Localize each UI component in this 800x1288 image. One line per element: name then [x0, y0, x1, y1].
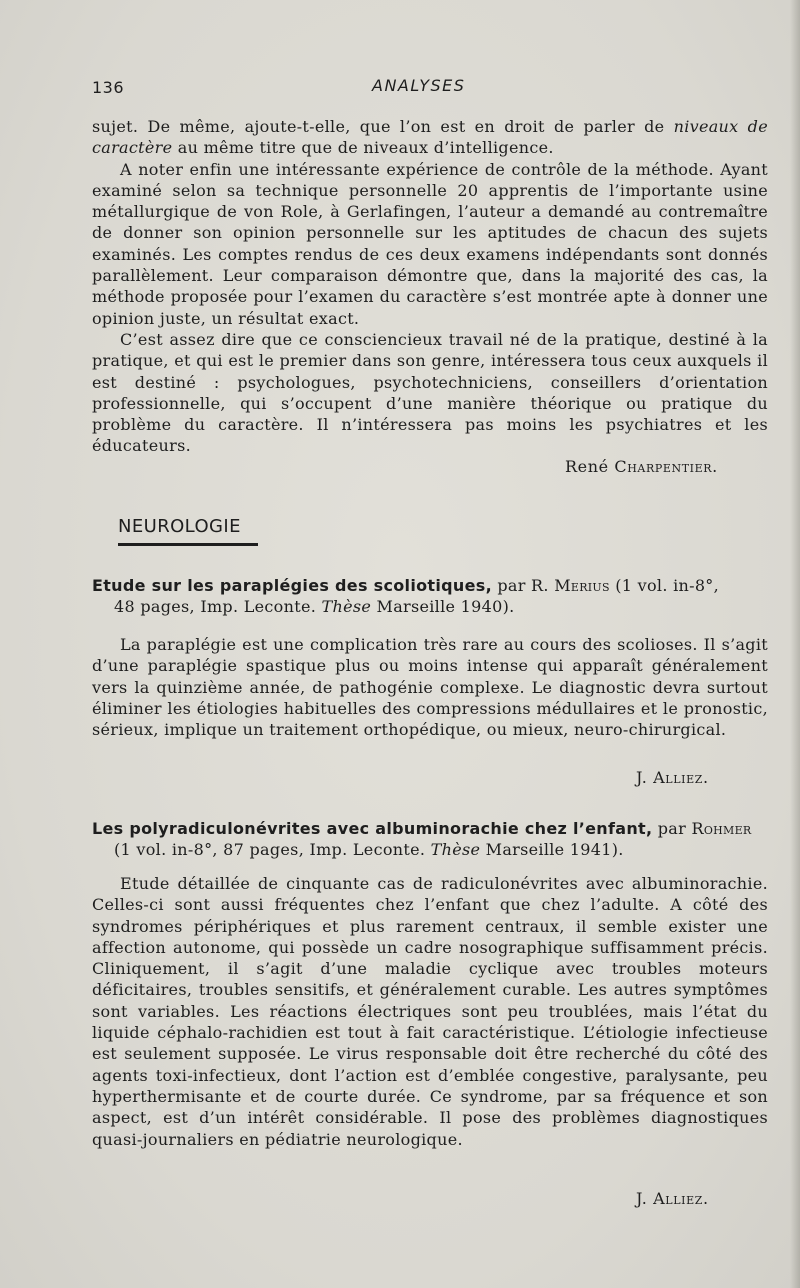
page-header: [92, 74, 742, 104]
page-edge-shadow: [790, 0, 800, 1288]
page-number: 136: [92, 78, 125, 97]
review-paragraph-3: C’est assez dire que ce consciencieux travail né de la pratique, destiné à la pratique, et qui est le premier dans son genre, intéressera tous ceux auxquels il est destiné : psychologues, psychotechniciens, conseillers d’orientation professionnelle, qui s’occupent d’une manière théorique ou pratique du problème du caractère. Il n’intéressera pas moins les psychiatres et les éducateurs.: [92, 329, 768, 456]
author-name: Rohmer: [691, 819, 752, 838]
author-name: Merius: [554, 576, 610, 595]
review-signature: René Charpentier.: [565, 457, 718, 476]
review-continuation: [92, 116, 768, 457]
section-heading: NEUROLOGIE: [118, 516, 241, 537]
review-paragraph-1: sujet. De même, ajoute-t-elle, que l’on est en droit de parler de niveaux de caractère au même titre que de niveaux d’intelligence.: [92, 117, 768, 158]
entry-title-scoliotiques: Etude sur les paraplégies des scoliotiques, par R. Merius (1 vol. in-8°, 48 pages, Imp. Leconte. Thèse Marseille 1940).: [92, 576, 719, 617]
entry-title-polyradiculonevrites: Les polyradiculonévrites avec albuminorachie chez l’enfant, par Rohmer (1 vol. in-8°, 87 pages, Imp. Leconte. Thèse Marseille 1941).: [92, 819, 752, 860]
entry-body-polyradiculonevrites: Etude détaillée de cinquante cas de radiculonévrites avec albuminorachie. Celles-ci sont aussi fréquentes chez l’enfant que chez l’adulte. A côté des syndromes périphériques et plus rarement centraux, il semble exister une affection autonome, qui possède un cadre nosographique suffisamment précis. Cliniquement, il s’agit d’une maladie cyclique avec troubles moteurs déficitaires, troubles sensitifs, et généralement curable. Les autres symptômes sont variables. Les réactions électriques sont peu troublées, mais l’état du liquide céphalo-rachidien est tout à fait caractéristique. L’étiologie infectieuse est seulement supposée. Le virus responsable doit être recherché du côté des agents toxi-infectieux, dont l’action est d’emblée congestive, paralysante, peu hyperthermisante et de courte durée. Ce syndrome, par sa fréquence et son aspect, est d’un intérêt considérable. Il pose des problèmes diagnostiques quasi-journaliers en pédiatrie neurologique.: [92, 874, 768, 1149]
emphasis-niveaux-de-caractere: niveaux de caractère: [92, 117, 768, 158]
entry-signature-scoliotiques: J. Alliez.: [636, 768, 709, 787]
review-paragraph-2: A noter enfin une intéressante expérience de contrôle de la méthode. Ayant examiné selon sa technique personnelle 20 apprentis de l’importante usine métallurgique de von Role, à Gerlafingen, l’auteur a demandé au contremaître de donner son opinion personnelle sur les aptitudes de chacun des sujets examinés. Les comptes rendus de ces deux examens indépendants sont donnés parallèlement. Leur comparaison démontre que, dans la majorité des cas, la méthode proposée pour l’examen du caractère s’est montrée apte à donner une opinion juste, un résultat exact.: [92, 159, 768, 328]
section-underline: [118, 543, 258, 546]
running-head: ANALYSES: [372, 76, 466, 95]
entry-signature-polyradiculonevrites: J. Alliez.: [636, 1189, 709, 1208]
entry-body-scoliotiques: La paraplégie est une complication très rare au cours des scolioses. Il s’agit d’une paraplégie spastique plus ou moins intense qui apparaît généralement vers la quinzième année, de pathogénie complexe. Le diagnostic devra surtout éliminer les étiologies habituelles des compressions médullaires et le pronostic, sérieux, implique un traitement orthopédique, ou mieux, neuro-chirurgical.: [92, 635, 768, 740]
